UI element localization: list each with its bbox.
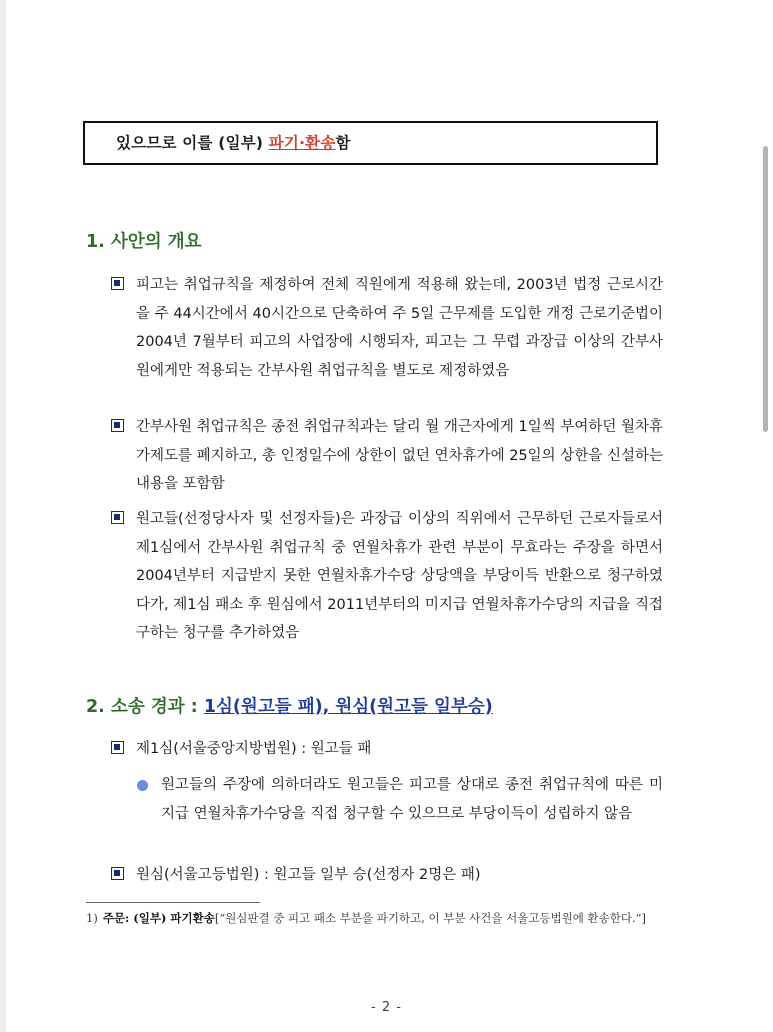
box-highlight: 파기·환송	[268, 134, 336, 152]
list-item	[111, 271, 663, 385]
footnote-label: 주문: (일부) 파기환송	[102, 911, 215, 925]
list-item-text: 제1심(서울중앙지방법원) : 원고들 패	[136, 741, 372, 757]
box-prefix: 있으므로 이를 (일부)	[116, 134, 269, 152]
footnote	[86, 910, 666, 927]
square-bullet-icon	[111, 277, 124, 290]
list-item-text: 간부사원 취업규칙은 종전 취업규칙과는 달리 월 개근자에게 1일씩 부여하던 월차휴가제도를 폐지하고, 총 인정일수에 상한이 없던 연차휴가에 25일의 상한을 신설하는 내용을 포함함	[136, 419, 663, 492]
box-suffix: 함	[335, 134, 351, 152]
page-left-edge	[0, 0, 6, 1032]
section2-heading	[86, 693, 493, 718]
summary-box	[83, 121, 658, 165]
square-bullet-icon	[111, 741, 124, 754]
section2-heading-link: 1심(원고들 패), 원심(원고들 일부승)	[203, 697, 493, 717]
footnote-number: 1)	[86, 911, 98, 925]
section2-heading-prefix: 2. 소송 경과 :	[86, 697, 204, 717]
sub-item	[137, 771, 663, 828]
list-item	[111, 735, 663, 764]
square-bullet-icon	[111, 867, 124, 880]
list-item	[111, 413, 663, 499]
scrollbar[interactable]	[763, 146, 768, 432]
footnote-divider	[86, 902, 260, 903]
section1-heading: 1. 사안의 개요	[86, 232, 202, 252]
list-item	[111, 861, 663, 890]
sub-item-text: 원고들의 주장에 의하더라도 원고들은 피고를 상대로 종전 취업규칙에 따른 미지급 연월차휴가수당을 직접 청구할 수 있으므로 부당이득이 성립하지 않음	[161, 777, 663, 822]
list-item-text: 원심(서울고등법원) : 원고들 일부 승(선정자 2명은 패)	[136, 867, 481, 883]
list-item-text: 피고는 취업규칙을 제정하여 전체 직원에게 적용해 왔는데, 2003년 법정 근로시간을 주 44시간에서 40시간으로 단축하여 주 5일 근무제를 도입한 개정 근로기준법이 2004년 7월부터 피고의 사업장에 시행되자, 피고는 그 무렵 과장급 이상의 간부사원에게만 적용되는 간부사원 취업규칙을 별도로 제정하였음	[136, 277, 663, 379]
round-bullet-icon	[137, 780, 148, 791]
square-bullet-icon	[111, 511, 124, 524]
page-number: - 2 -	[371, 1000, 402, 1015]
list-item	[111, 505, 663, 648]
list-item-text: 원고들(선정당사자 및 선정자들)은 과장급 이상의 직위에서 근무하던 근로자들로서 제1심에서 간부사원 취업규칙 중 연월차휴가 관련 부분이 무효라는 주장을 하면서 2004년부터 지급받지 못한 연월차휴가수당 상당액을 부당이득 반환으로 청구하였다가, 제1심 패소 후 원심에서 2011년부터의 미지급 연월차휴가수당의 지급을 직접 구하는 청구를 추가하였음	[136, 511, 663, 641]
footnote-text: [“원심판결 중 피고 패소 부분을 파기하고, 이 부분 사건을 서울고등법원에 환송한다.”]	[214, 911, 647, 925]
square-bullet-icon	[111, 419, 124, 432]
